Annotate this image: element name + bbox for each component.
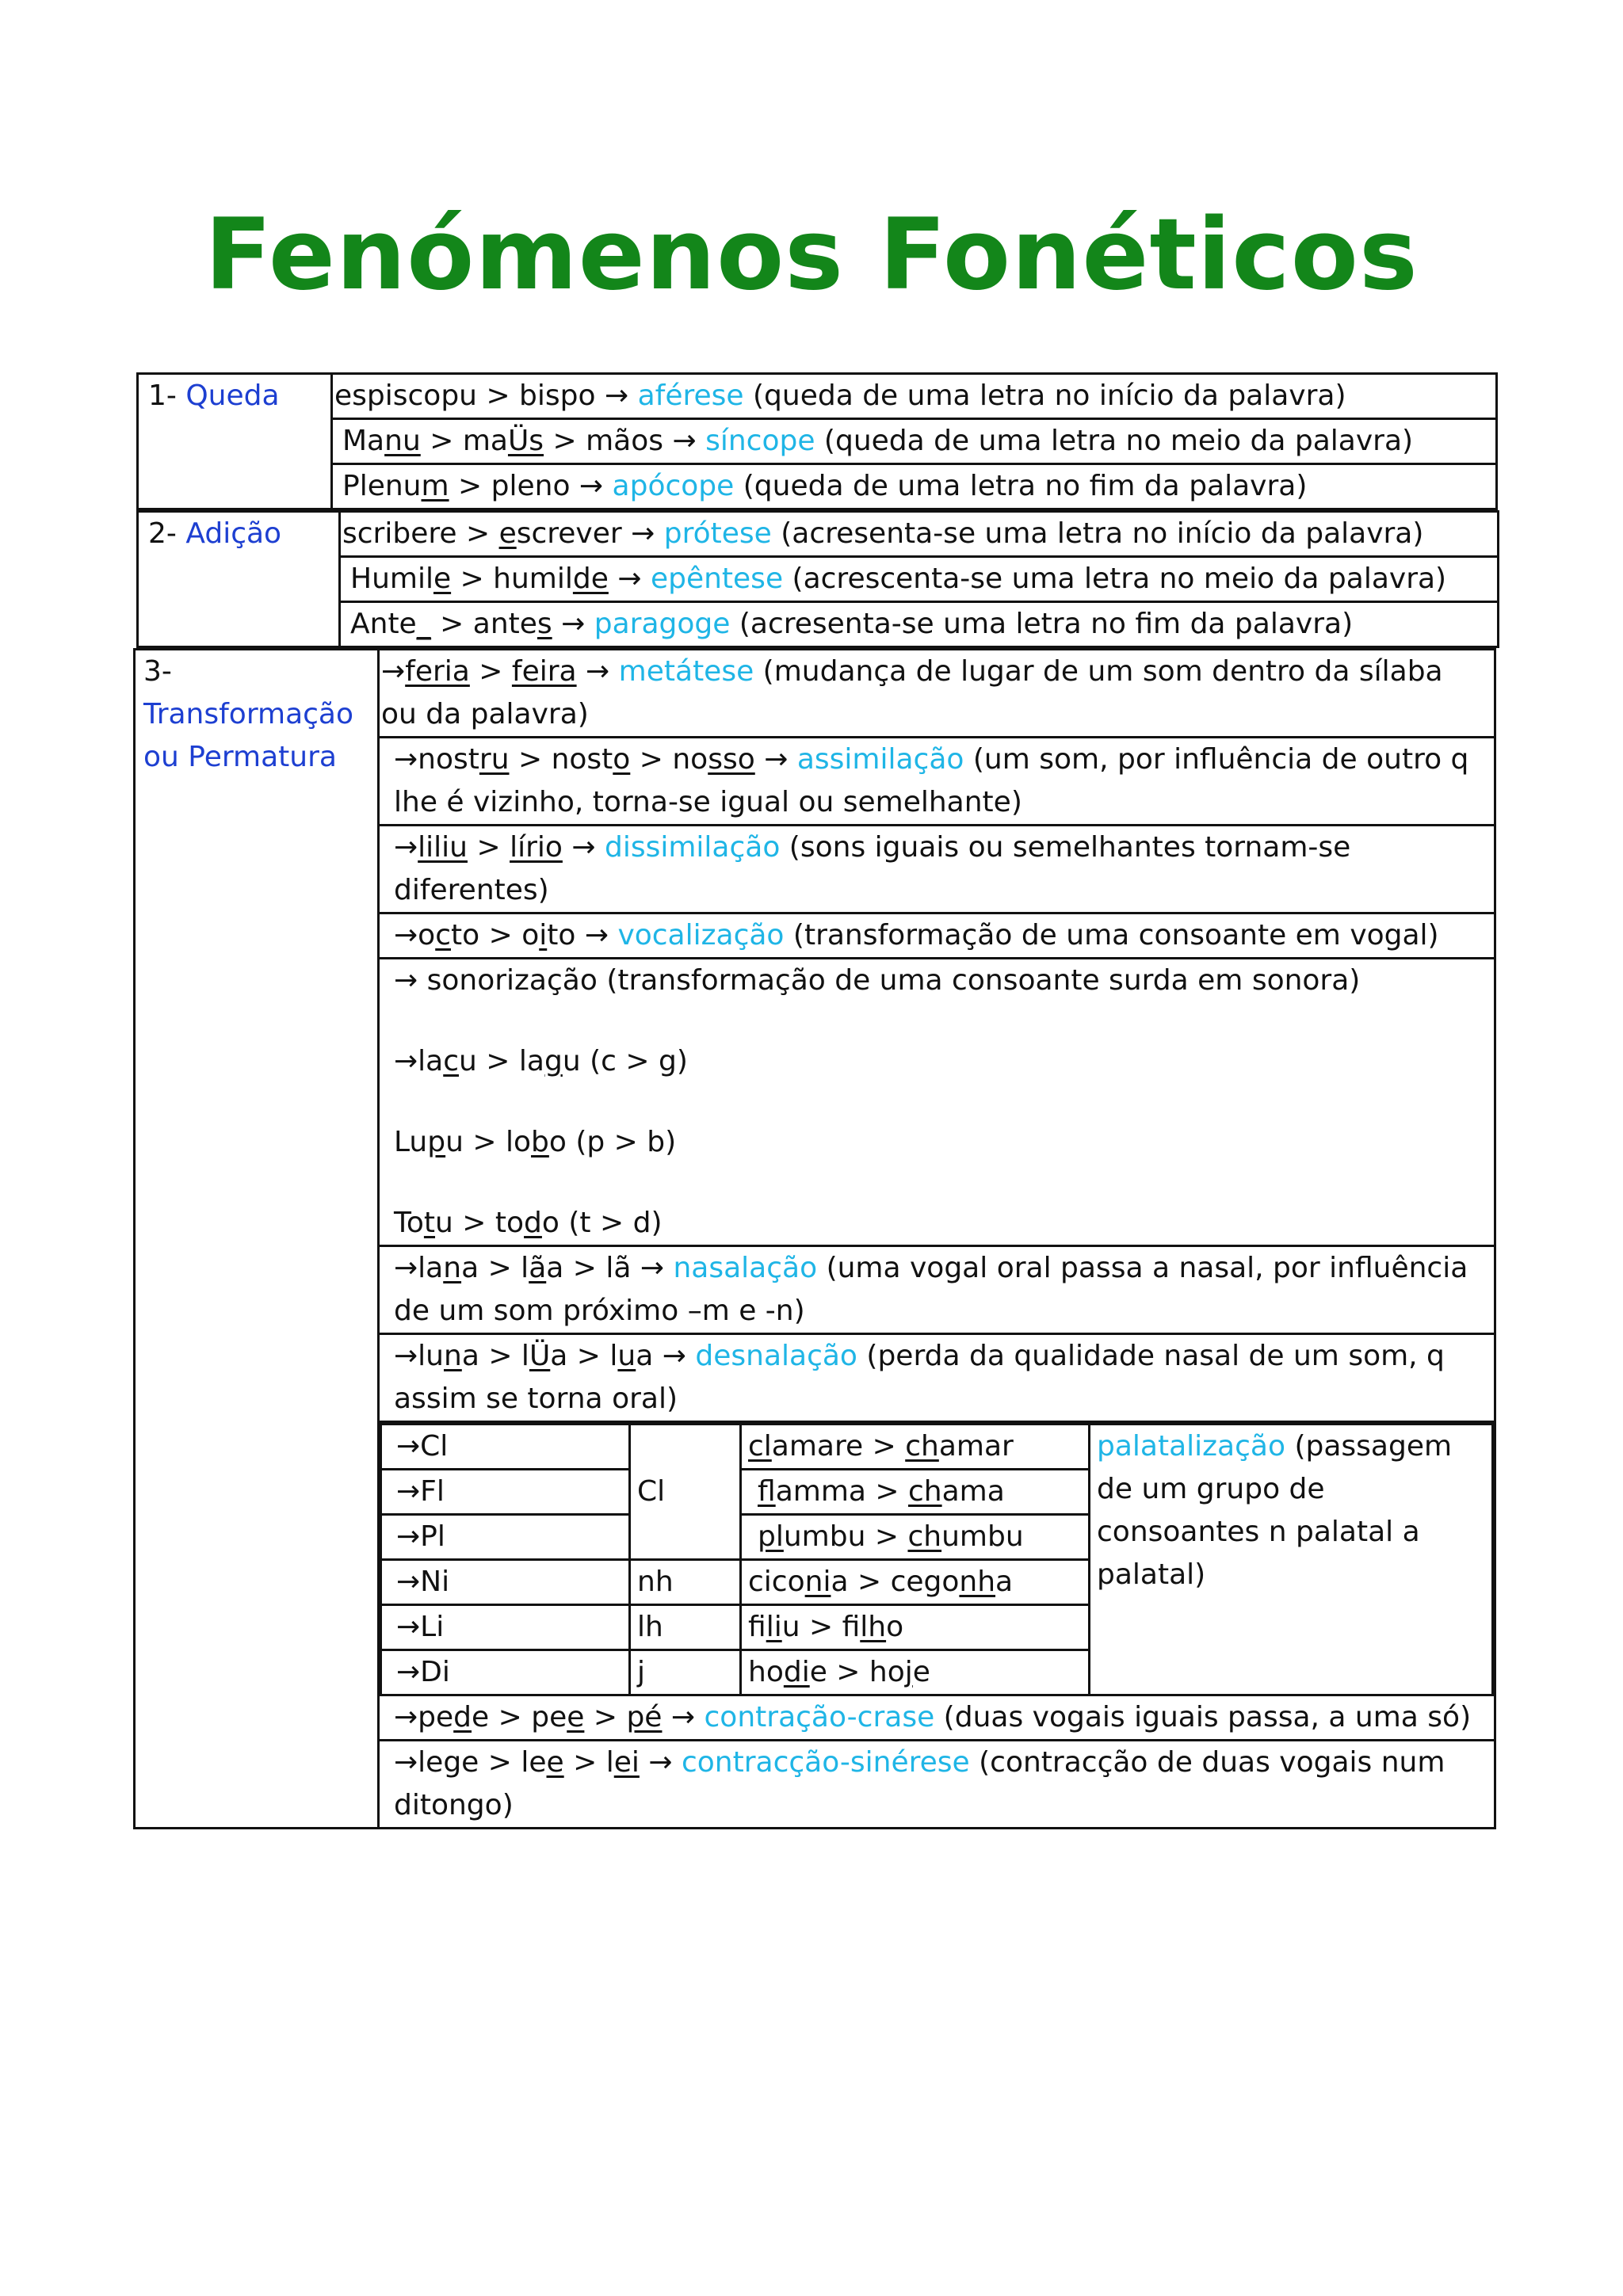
section-queda [136, 372, 1498, 510]
result-lh: lh [630, 1605, 741, 1650]
row-dissimilacao: →liliu > lírio → dissimilação (sons iguais ou semelhantes tornam-se diferentes) [379, 826, 1495, 913]
row-epentese: Humile > humilde → epêntese (acrescenta-se uma letra no meio da palavra) [340, 557, 1499, 602]
row-paragoge: Ante_ > antes → paragoge (acresenta-se uma letra no fim da palavra) [340, 602, 1499, 647]
row-nasalacao: →lana > lãa > lã → nasalação (uma vogal oral passa a nasal, por influência de um som próximo –m e -n) [379, 1246, 1495, 1334]
sonorizacao-example-2: Lupu > lobo (p > b) [394, 1126, 677, 1158]
result-cl: Cl [630, 1425, 741, 1560]
result-nh: nh [630, 1560, 741, 1605]
row-aferese: espiscopu > bispo → aférese (queda de uma letra no início da palavra) [332, 374, 1497, 419]
term-nasalacao: nasalação [673, 1252, 818, 1284]
group-cl: →Cl [381, 1425, 630, 1470]
example-hodie: hodie > hoje [741, 1650, 1090, 1695]
row-palatalizacao [379, 1422, 1495, 1695]
row-desnalacao: →luna > lÜa > lua → desnalação (perda da qualidade nasal de um som, q assim se torna oral) [379, 1334, 1495, 1422]
row-sincope: Manu > maÜs > mãos → síncope (queda de uma letra no meio da palavra) [332, 419, 1497, 464]
term-crase: contração-crase [704, 1701, 935, 1733]
group-li: →Li [381, 1605, 630, 1650]
palatalizacao-note: palatalização (passagem de um grupo de consoantes n palatal a palatal) [1090, 1425, 1493, 1695]
sonorizacao-example-1: →lacu > lagu (c > g) [394, 1045, 688, 1077]
term-sinerese: contracção-sinérese [681, 1746, 970, 1779]
term-paragoge: paragoge [594, 608, 731, 640]
section-adicao-header: 2- Adição [138, 512, 340, 647]
section-adicao [136, 510, 1499, 648]
section-transformacao [133, 648, 1496, 1829]
row-apocope: Plenum > pleno → apócope (queda de uma letra no fim da palavra) [332, 464, 1497, 509]
term-sincope: síncope [705, 425, 815, 457]
group-di: →Di [381, 1650, 630, 1695]
palatalizacao-table [380, 1423, 1494, 1694]
group-fl: →Fl [381, 1470, 630, 1515]
row-sonorizacao: → sonorização (transformação de uma consoante surda em sonora) →lacu > lagu (c > g) Lupu > lobo (p > b) Totu > todo (t > d) [379, 959, 1495, 1246]
example-ciconia: ciconia > cegonha [741, 1560, 1090, 1605]
term-assimilacao: assimilação [796, 743, 964, 776]
term-metatese: metátese [618, 655, 754, 688]
row-crase: →pede > pee > pé → contração-crase (duas vogais iguais passa, a uma só) [379, 1695, 1495, 1741]
example-plumbu: plumbu > chumbu [741, 1515, 1090, 1560]
sonorizacao-example-3: Totu > todo (t > d) [394, 1207, 663, 1239]
term-protese: prótese [663, 517, 772, 550]
row-protese: scribere > escrever → prótese (acresenta-se uma letra no início da palavra) [340, 512, 1499, 557]
term-epentese: epêntese [650, 563, 784, 595]
section-transformacao-header: 3- Transformação ou Permatura [135, 650, 379, 1829]
example-filiu: filiu > filho [741, 1605, 1090, 1650]
row-sinerese: →lege > lee > lei → contracção-sinérese (contracção de duas vogais num ditongo) [379, 1741, 1495, 1829]
term-palatalizacao: palatalização [1097, 1430, 1285, 1463]
example-flamma: flamma > chama [741, 1470, 1090, 1515]
term-apocope: apócope [612, 470, 735, 502]
term-dissimilacao: dissimilação [604, 831, 781, 864]
result-j: j [630, 1650, 741, 1695]
group-ni: →Ni [381, 1560, 630, 1605]
term-vocalizacao: vocalização [617, 919, 785, 952]
row-vocalizacao: →octo > oito → vocalização (transformação de uma consoante em vogal) [379, 913, 1495, 959]
page-title: Fenómenos Fonéticos [204, 198, 1419, 312]
row-metatese: →feria > feira → metátese (mudança de lugar de um som dentro da sílaba ou da palavra) [379, 650, 1495, 738]
term-aferese: aférese [637, 379, 744, 412]
section-queda-header: 1- Queda [138, 374, 332, 509]
group-pl: →Pl [381, 1515, 630, 1560]
row-assimilacao: →nostru > nosto > nosso → assimilação (um som, por influência de outro q lhe é vizinho, torna-se igual ou semelhante) [379, 738, 1495, 826]
example-clamare: clamare > chamar [741, 1425, 1090, 1470]
term-desnalacao: desnalação [695, 1340, 857, 1372]
